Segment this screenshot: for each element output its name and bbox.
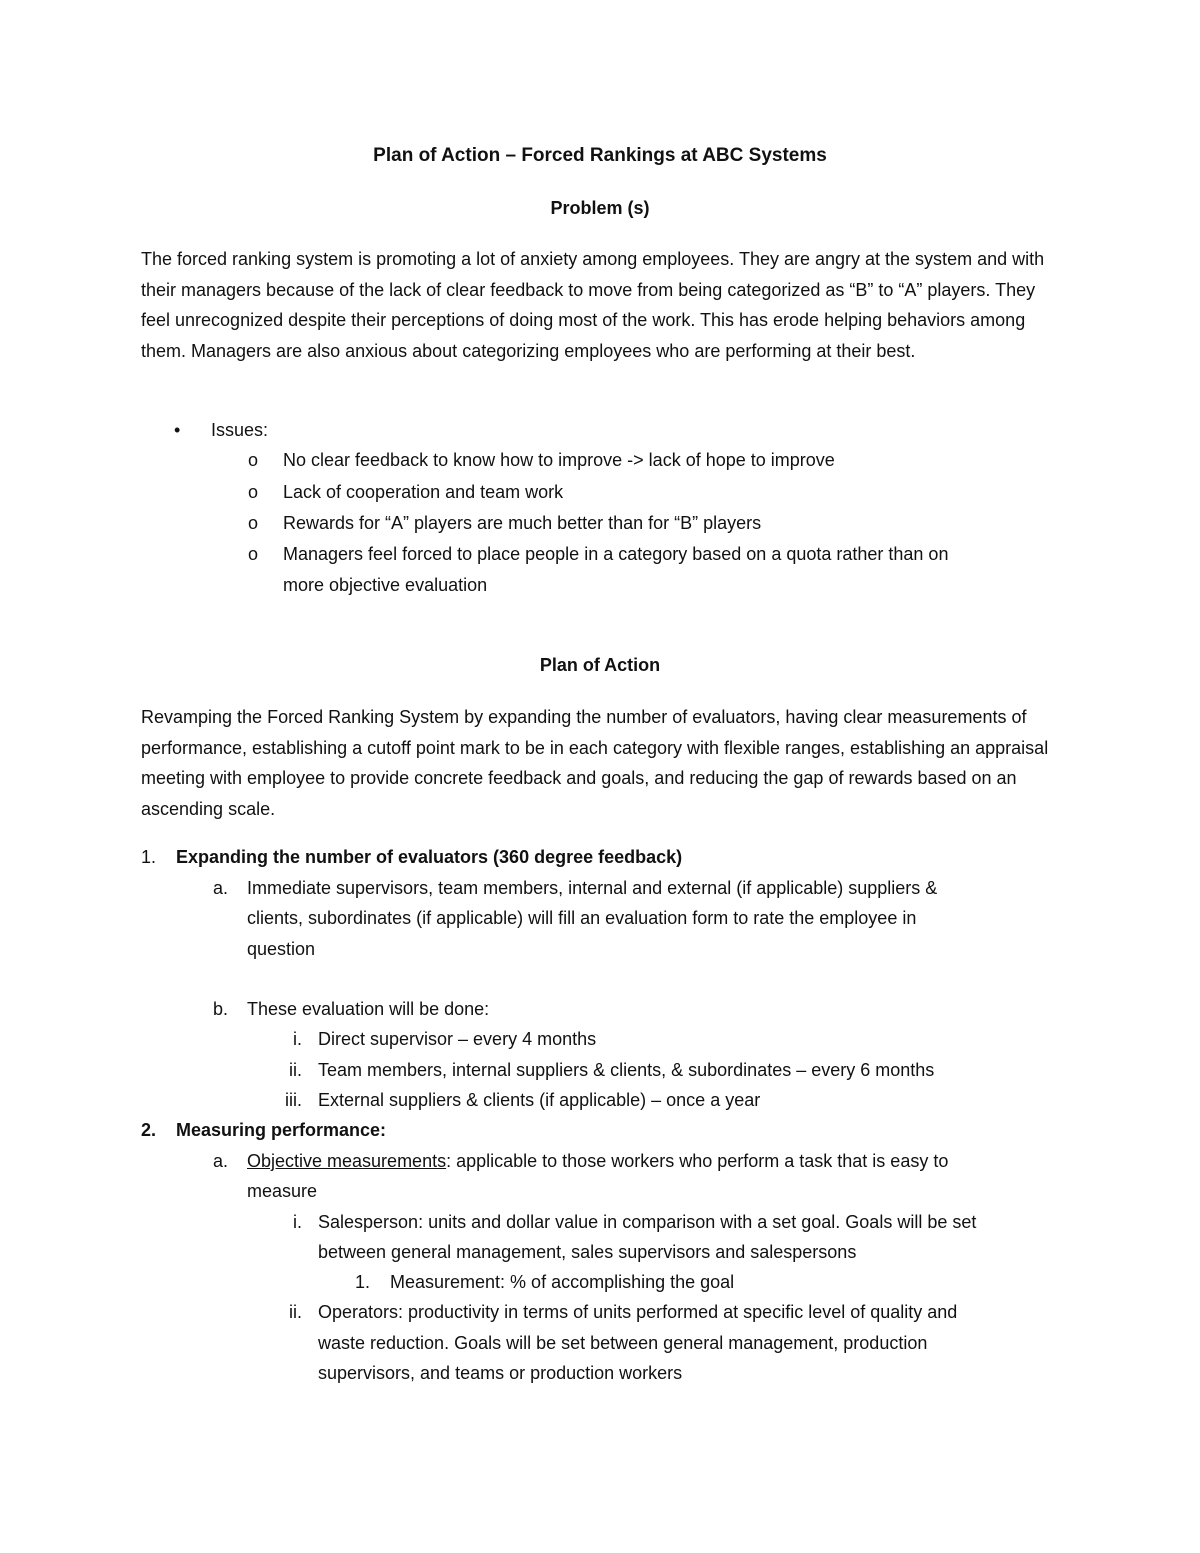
list-roman: i. — [293, 1212, 302, 1232]
list-text: waste reduction. Goals will be set between general management, production — [318, 1333, 928, 1353]
issues-label: Issues: — [211, 420, 269, 440]
list-text: question — [247, 939, 316, 959]
list-item-heading: Expanding the number of evaluators (360 degree feedback) — [176, 847, 683, 867]
list-roman: i. — [293, 1029, 302, 1049]
list-number: 1. — [141, 847, 157, 867]
plan-paragraph: Revamping the Forced Ranking System by expanding the number of evaluators, having clear measurements of performance, establishing a cutoff point mark to be in each category with flexible ranges, establishing an appraisal meeting with employee to provide concrete feedback and goals, and reducing the gap of rewards based on an ascending scale. — [141, 707, 1049, 819]
issue-item: Rewards for “A” players are much better than for “B” players — [283, 513, 762, 533]
list-text: Salesperson: units and dollar value in comparison with a set goal. Goals will be set — [318, 1212, 977, 1232]
list-letter: b. — [213, 999, 229, 1019]
list-letter: a. — [213, 878, 229, 898]
list-text: Immediate supervisors, team members, internal and external (if applicable) suppliers & — [247, 878, 938, 898]
list-text: Operators: productivity in terms of units performed at specific level of quality and — [318, 1302, 958, 1322]
list-text: clients, subordinates (if applicable) will fill an evaluation form to rate the employee in — [247, 908, 917, 928]
bullet-icon: • — [174, 420, 181, 440]
list-text: External suppliers & clients (if applicable) – once a year — [318, 1090, 761, 1110]
list-letter: a. — [213, 1151, 229, 1171]
issue-item: Lack of cooperation and team work — [283, 482, 564, 502]
list-text — [247, 1149, 948, 1173]
problem-heading: Problem (s) — [550, 198, 650, 218]
issue-item-continuation: more objective evaluation — [283, 575, 488, 595]
underlined-term: Objective measurements — [247, 1151, 447, 1171]
sub-bullet-icon: o — [248, 544, 259, 564]
document-title: Plan of Action – Forced Rankings at ABC Systems — [373, 145, 827, 166]
list-text: These evaluation will be done: — [247, 999, 490, 1019]
sub-bullet-icon: o — [248, 513, 259, 533]
list-roman: ii. — [289, 1302, 302, 1322]
sub-bullet-icon: o — [248, 482, 259, 502]
list-number: 1. — [355, 1272, 371, 1292]
list-number: 2. — [141, 1120, 157, 1140]
problem-paragraph: The forced ranking system is promoting a lot of anxiety among employees. They are angry at the system and with their managers because of the lack of clear feedback to move from being categorized as “B” to “A” players. They feel unrecognized despite their perceptions of doing most of the work. This has erode helping behaviors among them. Managers are also anxious about categorizing employees who are performing at their best. — [141, 249, 1045, 361]
list-item-heading: Measuring performance: — [176, 1120, 387, 1140]
issue-item: No clear feedback to know how to improve -> lack of hope to improve — [283, 450, 835, 470]
list-text: Direct supervisor – every 4 months — [318, 1029, 597, 1049]
list-text: Team members, internal suppliers & clients, & subordinates – every 6 months — [318, 1060, 935, 1080]
list-text: Measurement: % of accomplishing the goal — [390, 1272, 735, 1292]
list-text-rest: : applicable to those workers who perform a task that is easy to — [446, 1151, 949, 1171]
list-text: between general management, sales supervisors and salespersons — [318, 1242, 857, 1262]
sub-bullet-icon: o — [248, 450, 259, 470]
issue-item: Managers feel forced to place people in a category based on a quota rather than on — [283, 544, 949, 564]
list-text: supervisors, and teams or production workers — [318, 1363, 683, 1383]
plan-heading: Plan of Action — [539, 655, 661, 675]
list-roman: iii. — [285, 1090, 302, 1110]
list-roman: ii. — [289, 1060, 302, 1080]
list-text: measure — [247, 1181, 318, 1201]
